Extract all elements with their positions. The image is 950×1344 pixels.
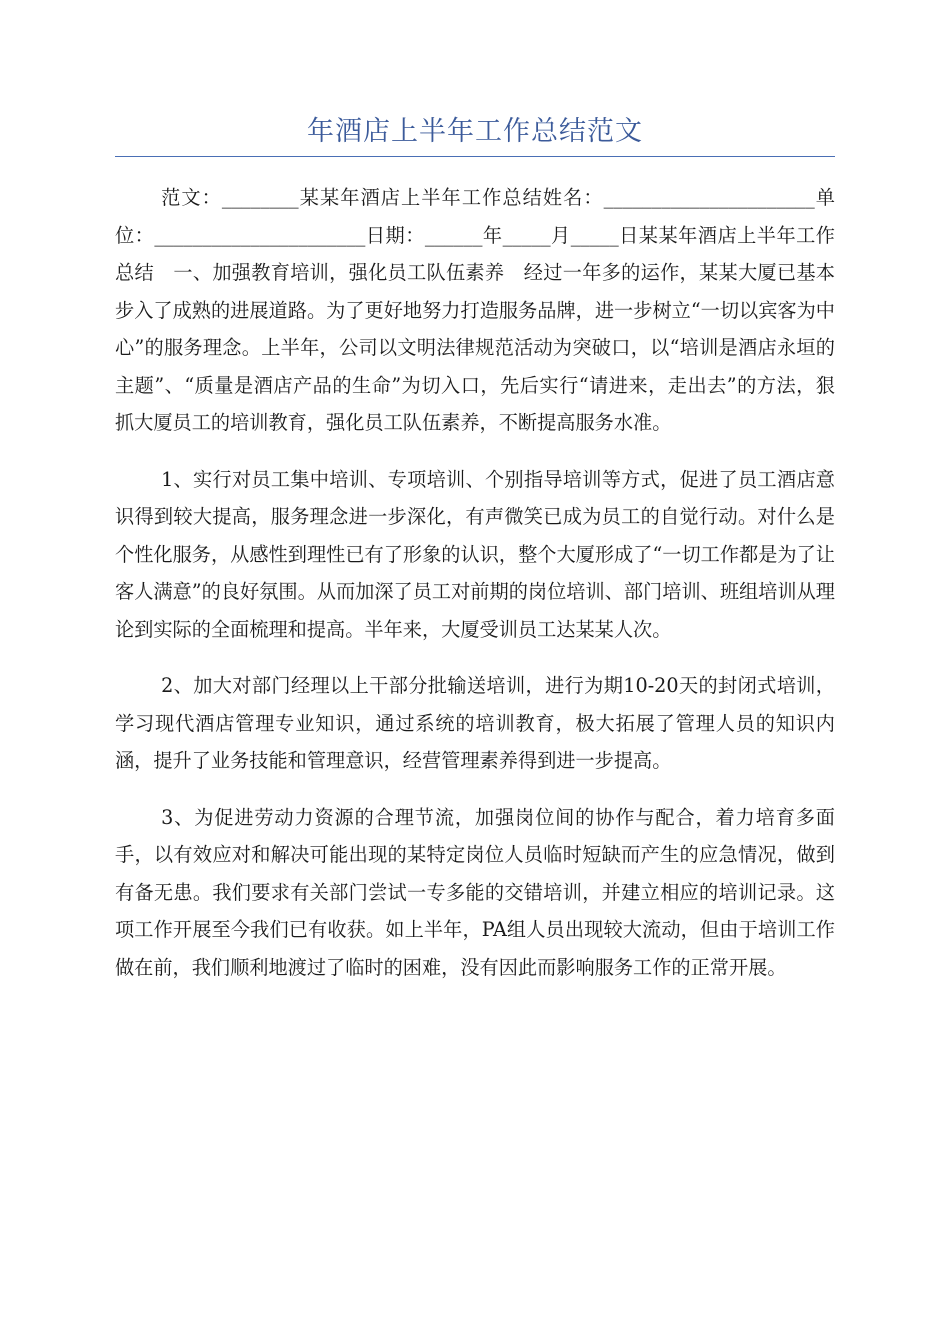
document-page [115, 112, 835, 1005]
paragraph-item-1: 1、实行对员工集中培训、专项培训、个别指导培训等方式，促进了员工酒店意识得到较大提高，服务理念进一步深化，有声微笑已成为员工的自觉行动。对什么是个性化服务，从感性到理性已有了形象的认识，整个大厦形成了“一切工作都是为了让客人满意”的良好氛围。从而加深了员工对前期的岗位培训、部门培训、班组培训从理论到实际的全面梳理和提高。半年来，大厦受训员工达某某人次。 [115, 467, 835, 641]
paragraph-intro: 范文：________某某年酒店上半年工作总结姓名：______________________单位：______________________日期：______年_____月_____日某某年酒店上半年工作总结 一、加强教育培训，强化员工队伍素养 经过一年多的运作，某某大厦已基本步入了成熟的进展道路。为了更好地努力打造服务品牌，进一步树立“一切以宾客为中心”的服务理念。上半年，公司以文明法律规范活动为突破口，以“培训是酒店永垣的主题”、“质量是酒店产品的生命”为切入口，先后实行“请进来，走出去”的方法，狠抓大厦员工的培训教育，强化员工队伍素养，不断提高服务水准。 [115, 186, 835, 434]
title-underline [115, 156, 835, 157]
document-title: 年酒店上半年工作总结范文 [307, 116, 643, 147]
paragraph-item-3: 3、为促进劳动力资源的合理节流，加强岗位间的协作与配合，着力培育多面手，以有效应对和解决可能出现的某特定岗位人员临时短缺而产生的应急情况，做到有备无患。我们要求有关部门尝试一专多能的交错培训，并建立相应的培训记录。这项工作开展至今我们已有收获。如上半年，PA组人员出现较大流动，但由于培训工作做在前，我们顺利地渡过了临时的困难，没有因此而影响服务工作的正常开展。 [115, 805, 835, 979]
paragraph-item-2: 2、加大对部门经理以上干部分批输送培训，进行为期10-20天的封闭式培训，学习现代酒店管理专业知识，通过系统的培训教育，极大拓展了管理人员的知识内涵，提升了业务技能和管理意识，经营管理素养得到进一步提高。 [115, 674, 835, 772]
